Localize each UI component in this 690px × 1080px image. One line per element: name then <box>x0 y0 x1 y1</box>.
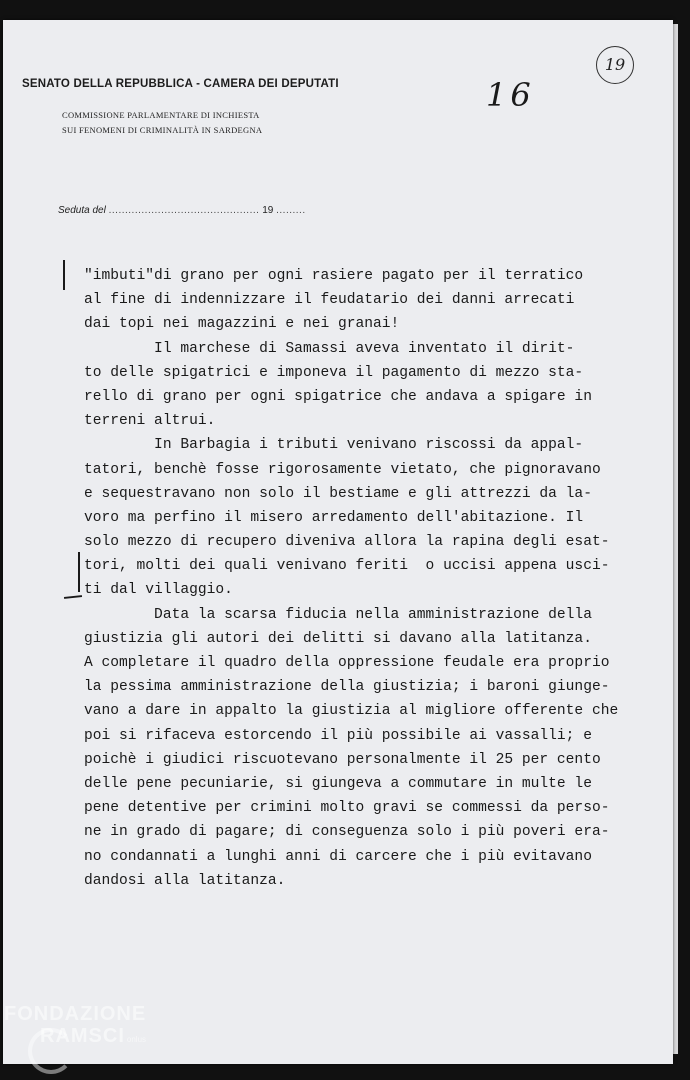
body-line: voro ma perfino il misero arredamento dell'abitazione. Il <box>84 509 584 526</box>
body-line: Data la scarsa fiducia nella amministrazione della <box>84 606 592 623</box>
letterhead-commission-line1: COMMISSIONE PARLAMENTARE DI INCHIESTA <box>62 110 260 120</box>
body-line: Il marchese di Samassi aveva inventato il dirit- <box>84 340 575 357</box>
body-line: al fine di indennizzare il feudatario dei danni arrecati <box>84 292 575 309</box>
body-line: A completare il quadro della oppressione feudale era proprio <box>84 655 610 671</box>
seduta-label: Seduta del <box>58 205 106 216</box>
body-line: dandosi alla latitanza. <box>84 872 286 889</box>
body-line: e sequestravano non solo il bestiame e gli attrezzi da la- <box>84 485 592 502</box>
typewritten-body <box>84 264 619 893</box>
body-line: pene detentive per crimini molto gravi se commessi da perso- <box>84 800 610 817</box>
body-line: poi si rifaceva estorcendo il più possibile ai vassalli; e <box>84 727 592 744</box>
handwritten-page-number: 16 <box>486 76 535 114</box>
seduta-year-prefix: 19 <box>262 205 274 216</box>
body-line: delle pene pecuniarie, si giungeva a commutare in multe le <box>84 775 592 792</box>
body-line: solo mezzo di recupero diveniva allora la rapina degli esat- <box>84 534 610 551</box>
letterhead-institution: SENATO DELLA REPUBBLICA - CAMERA DEI DEPUTATI <box>22 78 339 90</box>
body-line: to delle spigatrici e imponeva il pagamento di mezzo sta- <box>84 364 584 381</box>
body-line: giustizia gli autori dei delitti si davano alla latitanza. <box>84 630 592 647</box>
body-line: tatori, benchè fosse rigorosamente vietato, che pignoravano <box>84 461 601 478</box>
margin-mark <box>63 260 65 290</box>
body-line: vano a dare in appalto la giustizia al migliore offerente che <box>84 703 619 720</box>
body-line: ne in grado di pagare; di conseguenza solo i più poveri era- <box>84 824 610 841</box>
letterhead-commission-line2: SUI FENOMENI DI CRIMINALITÀ IN SARDEGNA <box>62 125 263 135</box>
body-line: In Barbagia i tributi venivano riscossi da appal- <box>84 437 584 454</box>
seduta-dots: .............................................. <box>108 205 260 216</box>
seduta-trailing-dots: ......... <box>276 205 306 216</box>
margin-mark <box>78 552 80 592</box>
seduta-field <box>58 205 306 216</box>
body-line: la pessima amministrazione della giustizia; i baroni giunge- <box>84 679 610 696</box>
body-line: ti dal villaggio. <box>84 582 233 599</box>
body-line: poichè i giudici riscuotevano personalmente il 25 per cento <box>84 751 601 768</box>
watermark-line1: FONDAZIONE <box>4 1003 147 1025</box>
circled-page-number: 19 <box>596 46 634 84</box>
watermark-logo <box>4 1004 146 1046</box>
watermark-suffix: onlus <box>126 1035 147 1044</box>
body-line: terreni altrui. <box>84 413 216 430</box>
watermark-line2: RAMSCI <box>40 1025 125 1047</box>
body-line: "imbuti"di grano per ogni rasiere pagato per il terratico <box>84 268 584 284</box>
body-line: dai topi nei magazzini e nei granai! <box>84 316 400 333</box>
body-line: tori, molti dei quali venivano feriti o uccisi appena usci- <box>84 558 610 575</box>
body-line: no condannati a lunghi anni di carcere che i più evitavano <box>84 848 592 865</box>
body-line: rello di grano per ogni spigatrice che andava a spigare in <box>84 388 592 405</box>
